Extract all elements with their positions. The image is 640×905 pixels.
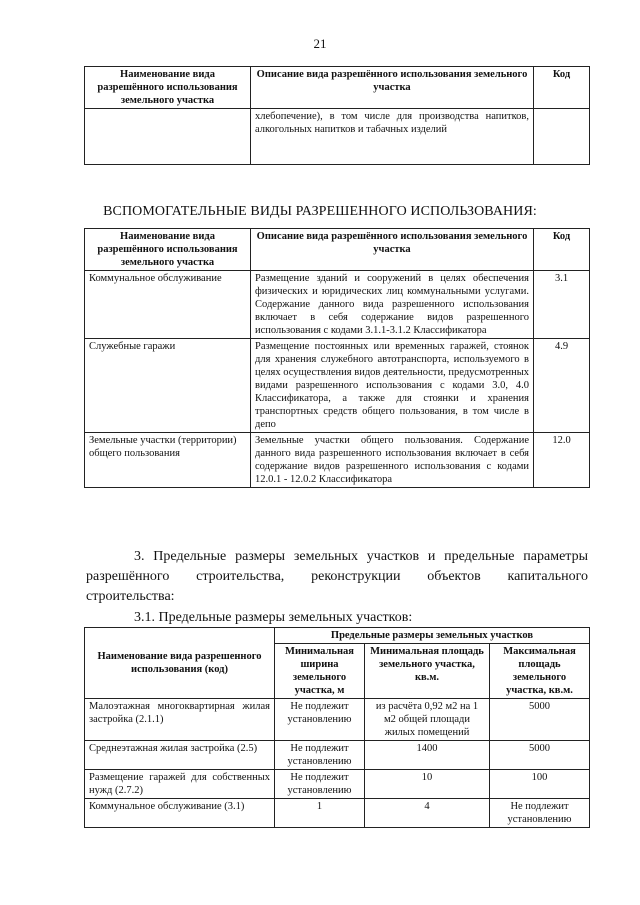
cell-description: Размещение зданий и сооружений в целях обеспечения физических и юридических лиц коммунальными услугами. Содержание данного вида разрешенного использования включает в себя содержание видов разрешенного использования с кодами 3.1.1-3.1.2 Классификатора: [251, 271, 534, 339]
cell-min-width: Не подлежит установлению: [275, 770, 365, 799]
cell-code: 12.0: [534, 433, 590, 488]
cell-description: Размещение постоянных или временных гаражей, стоянок для хранения служебного автотранспорта, используемого в целях осуществления видов деятельности, предусмотренных видами разрешенного использования с кодами 3.0, 4.0 Классификатора, а также для стоянки и хранения транспортных средств общего пользования, в том числе в депо: [251, 339, 534, 433]
header-code: Код: [534, 229, 590, 271]
aux-uses-table: [84, 228, 590, 488]
cell-min-area: 4: [365, 799, 490, 828]
header-use-type: Наименование вида разрешенного использования (код): [85, 628, 275, 699]
cell-name: [85, 109, 251, 165]
table-header-row: [85, 229, 590, 271]
cell-code: 3.1: [534, 271, 590, 339]
page-number: 21: [313, 36, 327, 51]
cell-code: 4.9: [534, 339, 590, 433]
table-row: [85, 799, 590, 828]
cell-min-area: из расчёта 0,92 м2 на 1 м2 общей площади жилых помещений: [365, 699, 490, 741]
section-3-1-heading: 3.1. Предельные размеры земельных участков:: [134, 610, 413, 625]
header-group: Предельные размеры земельных участков: [275, 628, 590, 644]
header-name: Наименование вида разрешённого использования земельного участка: [85, 229, 251, 271]
section-3-line: 3. Предельные размеры земельных участков и предельные параметры: [134, 549, 588, 564]
table-header-row: [85, 628, 590, 644]
cell-use-type: Среднеэтажная жилая застройка (2.5): [85, 741, 275, 770]
table-row: [85, 339, 590, 433]
cell-max-area: 100: [490, 770, 590, 799]
cell-description: хлебопечение), в том числе для производства напитков, алкогольных напитков и табачных изделий: [251, 109, 534, 165]
cell-use-type: Размещение гаражей для собственных нужд (2.7.2): [85, 770, 275, 799]
table-row: [85, 770, 590, 799]
table-row: [85, 741, 590, 770]
header-max-area: Максимальная площадь земельного участка, кв.м.: [490, 644, 590, 699]
cell-code: [534, 109, 590, 165]
cell-name: Земельные участки (территории) общего пользования: [85, 433, 251, 488]
header-description: Описание вида разрешённого использования земельного участка: [251, 229, 534, 271]
table-row: [85, 109, 590, 165]
cell-min-width: 1: [275, 799, 365, 828]
header-name: Наименование вида разрешённого использования земельного участка: [85, 67, 251, 109]
cell-max-area: 5000: [490, 699, 590, 741]
table-row: [85, 699, 590, 741]
cell-min-width: Не подлежит установлению: [275, 741, 365, 770]
header-code: Код: [534, 67, 590, 109]
aux-uses-heading: ВСПОМОГАТЕЛЬНЫЕ ВИДЫ РАЗРЕШЕННОГО ИСПОЛЬЗОВАНИЯ:: [103, 204, 537, 219]
cell-min-area: 10: [365, 770, 490, 799]
table-row: [85, 433, 590, 488]
cell-name: Служебные гаражи: [85, 339, 251, 433]
cell-description: Земельные участки общего пользования. Содержание данного вида разрешенного использования включает в себя содержание видов разрешенного использования с кодами 12.0.1 - 12.0.2 Классификатора: [251, 433, 534, 488]
main-uses-table-continuation: [84, 66, 590, 165]
cell-min-width: Не подлежит установлению: [275, 699, 365, 741]
section-3-line: разрешённого строительства, реконструкции объектов капитального: [86, 569, 588, 584]
section-3-paragraph: [86, 547, 588, 607]
header-description: Описание вида разрешённого использования земельного участка: [251, 67, 534, 109]
table-header-row: [85, 67, 590, 109]
cell-use-type: Малоэтажная многоквартирная жилая застройка (2.1.1): [85, 699, 275, 741]
cell-max-area: 5000: [490, 741, 590, 770]
cell-name: Коммунальное обслуживание: [85, 271, 251, 339]
cell-min-area: 1400: [365, 741, 490, 770]
cell-max-area: Не подлежит установлению: [490, 799, 590, 828]
section-3-line: строительства:: [86, 589, 175, 604]
header-min-area: Минимальная площадь земельного участка, кв.м.: [365, 644, 490, 699]
cell-use-type: Коммунальное обслуживание (3.1): [85, 799, 275, 828]
table-row: [85, 271, 590, 339]
plot-size-limits-table: [84, 627, 590, 828]
header-min-width: Минимальная ширина земельного участка, м: [275, 644, 365, 699]
